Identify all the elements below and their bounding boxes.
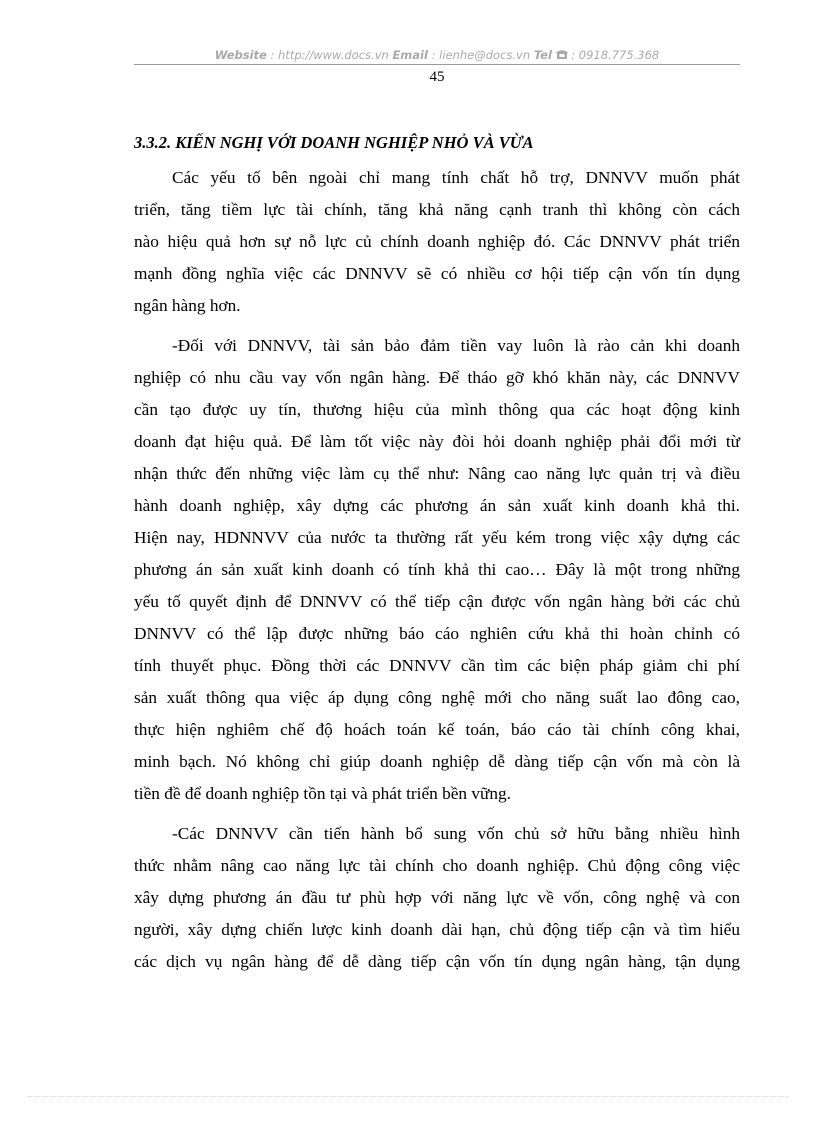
- paragraph-2: [134, 330, 740, 810]
- website-label: Website: [214, 48, 267, 62]
- page-body: [134, 130, 740, 978]
- text-line: -Đối với DNNVV, tài sản bảo đảm tiền vay luôn là rào cản khi doanh: [172, 336, 740, 355]
- paragraph-gap: [134, 810, 740, 818]
- page-header: [134, 48, 740, 63]
- footer-divider: [28, 1096, 788, 1097]
- text-line: phương án sản xuất kinh doanh có tính khả thi cao… Đây là một trong những: [134, 560, 740, 579]
- text-line: triển, tăng tiềm lực tài chính, tăng khả năng cạnh tranh thì không còn cách: [134, 200, 740, 219]
- text-line: thức nhằm nâng cao năng lực tài chính cho doanh nghiệp. Chủ động công việc: [134, 856, 740, 875]
- paragraph-1: [134, 162, 740, 322]
- email-label: Email: [392, 48, 428, 62]
- paragraph-3: [134, 818, 740, 978]
- header-sep: :: [427, 48, 440, 62]
- section-title: 3.3.2. KIẾN NGHỊ VỚI DOANH NGHIỆP NHỎ VÀ VỪA: [134, 133, 534, 152]
- text-line: mạnh đồng nghĩa việc các DNNVV sẽ có nhiều cơ hội tiếp cận vốn tín dụng: [134, 264, 740, 283]
- header-sep: :: [266, 48, 279, 62]
- text-line: xây dựng phương án đầu tư phù hợp với năng lực về vốn, công nghệ và con: [134, 888, 740, 907]
- paragraph-gap: [134, 322, 740, 330]
- text-line: Các yếu tố bên ngoài chỉ mang tính chất hỗ trợ, DNNVV muốn phát: [172, 168, 740, 187]
- email-link[interactable]: lienhe@docs.vn: [439, 48, 531, 62]
- page-number: 45: [429, 69, 445, 85]
- text-line: ngân hàng hơn.: [134, 296, 241, 315]
- text-line: Hiện nay, HDNNVV của nước ta thường rất yếu kém trong việc xậy dựng các: [134, 528, 740, 547]
- telephone-icon: [556, 48, 572, 62]
- text-line: người, xây dựng chiến lược kinh doanh dài hạn, chủ động tiếp cận và tìm hiểu: [134, 920, 740, 939]
- header-sep: :: [571, 48, 579, 62]
- text-line: sản xuất thông qua việc áp dụng công nghệ mới cho năng suất lao đông cao,: [134, 688, 740, 707]
- website-link[interactable]: http://www.docs.vn: [278, 48, 389, 62]
- text-line: tiền đề để doanh nghiệp tồn tại và phát triển bền vững.: [134, 784, 511, 803]
- tel-value: 0918.775.368: [578, 48, 660, 62]
- header-divider: [134, 64, 740, 65]
- text-line: tính thuyết phục. Đồng thời các DNNVV cần tìm các biện pháp giảm chi phí: [134, 656, 740, 675]
- text-line: cần tạo được uy tín, thương hiệu của mình thông qua các hoạt động kinh: [134, 400, 740, 419]
- text-line: minh bạch. Nó không chỉ giúp doanh nghiệp dễ dàng tiếp cận vốn mà còn là: [134, 752, 740, 771]
- text-line: -Các DNNVV cần tiến hành bổ sung vốn chủ sở hữu bằng nhiều hình: [172, 824, 740, 843]
- tel-label: Tel: [533, 48, 552, 62]
- text-line: DNNVV có thể lập được những báo cáo nghiên cứu khả thi hoàn chỉnh có: [134, 624, 740, 643]
- text-line: nào hiệu quả hơn sự nỗ lực củ chính doanh nghiệp đó. Các DNNVV phát triển: [134, 232, 740, 251]
- text-line: thực hiện nghiêm chế độ hoách toán kế toán, báo cáo tài chính công khai,: [134, 720, 740, 739]
- text-line: nhận thức đến những việc làm cụ thể như: Nâng cao năng lực quản trị và điều: [134, 464, 740, 483]
- text-line: yếu tố quyết định để DNNVV có thể tiếp cận được vốn ngân hàng bởi các chủ: [134, 592, 740, 611]
- text-line: nghiệp có nhu cầu vay vốn ngân hàng. Để tháo gỡ khó khăn này, các DNNVV: [134, 368, 740, 387]
- text-line: doanh đạt hiệu quả. Để làm tốt việc này đòi hỏi doanh nghiệp phải đổi mới từ: [134, 432, 740, 451]
- text-line: các dịch vụ ngân hàng để dễ dàng tiếp cận vốn tín dụng ngân hàng, tận dụng: [134, 952, 740, 971]
- text-line: hành doanh nghiệp, xây dựng các phương án sản xuất kinh doanh khả thi.: [134, 496, 740, 515]
